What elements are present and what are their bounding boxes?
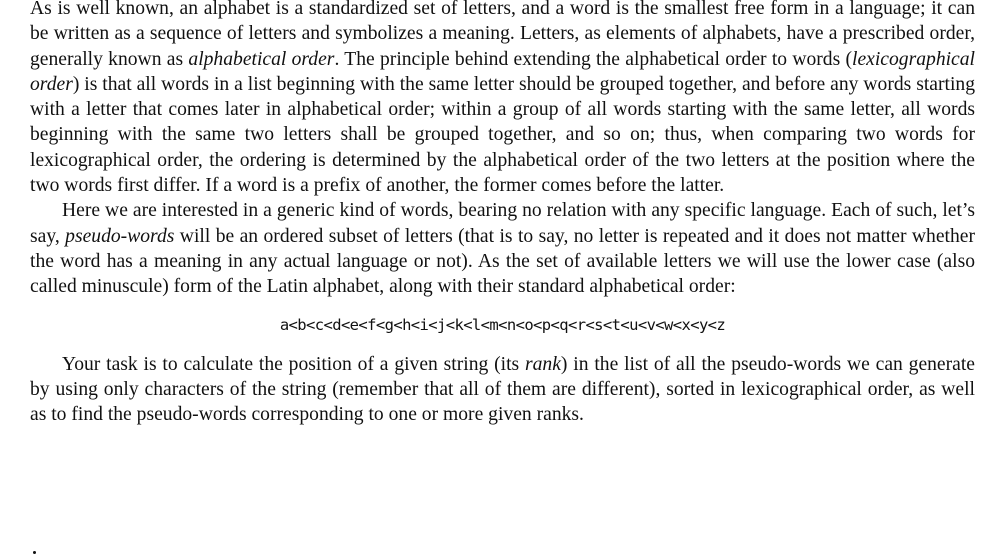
text-run: . The principle behind extending the alphabetical order to words ( xyxy=(334,48,853,70)
text-run: will be an ordered subset of letters (that is to say, no letter is repeated and it does not matter whether the word has a meaning in any actual language or not). As the set of available letters we will use the lower case (also called minuscule) form of the Latin alphabet, along with their standard alphabetical order: xyxy=(30,225,975,298)
text-run: Here we are interested in a generic kind of words, bearing no relation with any specific language. Each of such, let’s say, xyxy=(30,200,975,247)
text-run: ) in the list of all the pseudo-words we can generate by using only characters of the string (remember that all of them are different), sorted in lexicographical order, as well as to find the pseudo-words corresponding to one or more given ranks. xyxy=(30,353,975,426)
document-body xyxy=(30,0,975,428)
text-run: Your task is to calculate the position of a given string (its xyxy=(62,353,525,375)
paragraph-task xyxy=(30,352,975,428)
italic-term-alphabetical-order: alphabetical order xyxy=(188,48,335,70)
cropped-text-fragment xyxy=(33,551,36,554)
text-run: ) is that all words in a list beginning with the same letter should be grouped together, and before any words starting with a letter that comes later in alphabetical order; within a group of all words starting with the same letter, all words beginning with the same two letters shall be grouped together, and so on; thus, when comparing two words for lexicographical order, the ordering is determined by the alphabetical order of the two letters at the position where the two words first differ. If a word is a prefix of another, the former comes before the latter. xyxy=(30,73,975,197)
paragraph-pseudo-words xyxy=(30,198,975,299)
alphabet-order-line: a<b<c<d<e<f<g<h<i<j<k<l<m<n<o<p<q<r<s<t<u<v<w<x<y<z xyxy=(279,315,726,334)
italic-term-lexicographical-order: lexicographical order xyxy=(30,48,975,95)
paragraph-alphabet-intro xyxy=(30,0,975,198)
text-run: As is well known, an alphabet is a standardized set of letters, and a word is the smallest free form in a language; it can be written as a sequence of letters and symbolizes a meaning. Letters, as elements of alphabets, have a prescribed order, generally known as xyxy=(30,0,975,70)
italic-term-rank: rank xyxy=(525,353,561,375)
italic-term-pseudo-words: pseudo-words xyxy=(65,225,175,247)
